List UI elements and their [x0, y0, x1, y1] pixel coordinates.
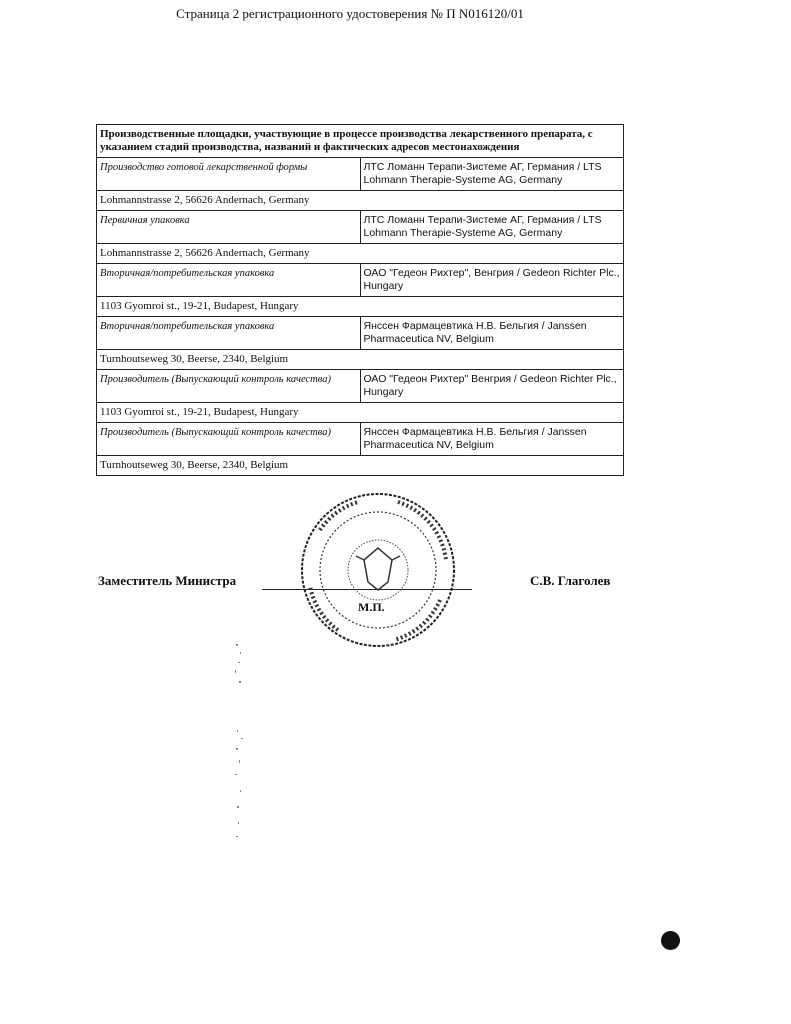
stage-cell: Производитель (Выпускающий контроль качества): [97, 370, 361, 403]
stage-cell: Вторичная/потребительская упаковка: [97, 264, 361, 297]
address-row: [97, 244, 624, 264]
address-row: [97, 403, 624, 423]
company-cell: Янссен Фармацевтика Н.В. Бельгия / Janssen Pharmaceutica NV, Belgium: [360, 317, 624, 350]
signatory-name: С.В. Глаголев: [530, 573, 611, 588]
company-cell: Янссен Фармацевтика Н.В. Бельгия / Janssen Pharmaceutica NV, Belgium: [360, 423, 624, 456]
manufacturing-sites-table: [96, 124, 624, 476]
address-row: [97, 191, 624, 211]
company-cell: ЛТС Ломанн Терапи-Зистеме АГ, Германия / LTS Lohmann Therapie-Systeme AG, Germany: [360, 211, 624, 244]
stage-cell: Вторичная/потребительская упаковка: [97, 317, 361, 350]
scan-speckle: [230, 640, 254, 850]
signatory-position: Заместитель Министра: [98, 573, 237, 588]
table-row: [97, 158, 624, 191]
address-cell: Turnhoutseweg 30, Beerse, 2340, Belgium: [97, 456, 624, 476]
address-cell: 1103 Gyomroi st., 19-21, Budapest, Hungary: [97, 403, 624, 423]
table-heading-row: [97, 125, 624, 158]
company-cell: ОАО "Гедеон Рихтер", Венгрия / Gedeon Richter Plc., Hungary: [360, 264, 624, 297]
company-cell: ОАО "Гедеон Рихтер" Венгрия / Gedeon Richter Plc., Hungary: [360, 370, 624, 403]
address-row: [97, 350, 624, 370]
table-heading: Производственные площадки, участвующие в процессе производства лекарственного препарата, с указанием стадий производства, названий и фактических адресов местонахождения: [97, 125, 624, 158]
address-cell: Turnhoutseweg 30, Beerse, 2340, Belgium: [97, 350, 624, 370]
table-row: [97, 317, 624, 350]
table-row: [97, 211, 624, 244]
table-row: [97, 370, 624, 403]
address-row: [97, 456, 624, 476]
table-row: [97, 264, 624, 297]
stage-cell: Первичная упаковка: [97, 211, 361, 244]
table-row: [97, 423, 624, 456]
corner-dot: [661, 931, 680, 950]
address-row: [97, 297, 624, 317]
stage-cell: Производство готовой лекарственной формы: [97, 158, 361, 191]
page-header: Страница 2 регистрационного удостоверения № П N016120/01: [176, 6, 524, 21]
address-cell: Lohmannstrasse 2, 56626 Andernach, Germany: [97, 244, 624, 264]
company-cell: ЛТС Ломанн Терапи-Зистеме АГ, Германия / LTS Lohmann Therapie-Systeme AG, Germany: [360, 158, 624, 191]
official-seal: [298, 490, 458, 650]
stage-cell: Производитель (Выпускающий контроль качества): [97, 423, 361, 456]
address-cell: 1103 Gyomroi st., 19-21, Budapest, Hungary: [97, 297, 624, 317]
address-cell: Lohmannstrasse 2, 56626 Andernach, Germany: [97, 191, 624, 211]
stamp-label: М.П.: [358, 600, 385, 614]
